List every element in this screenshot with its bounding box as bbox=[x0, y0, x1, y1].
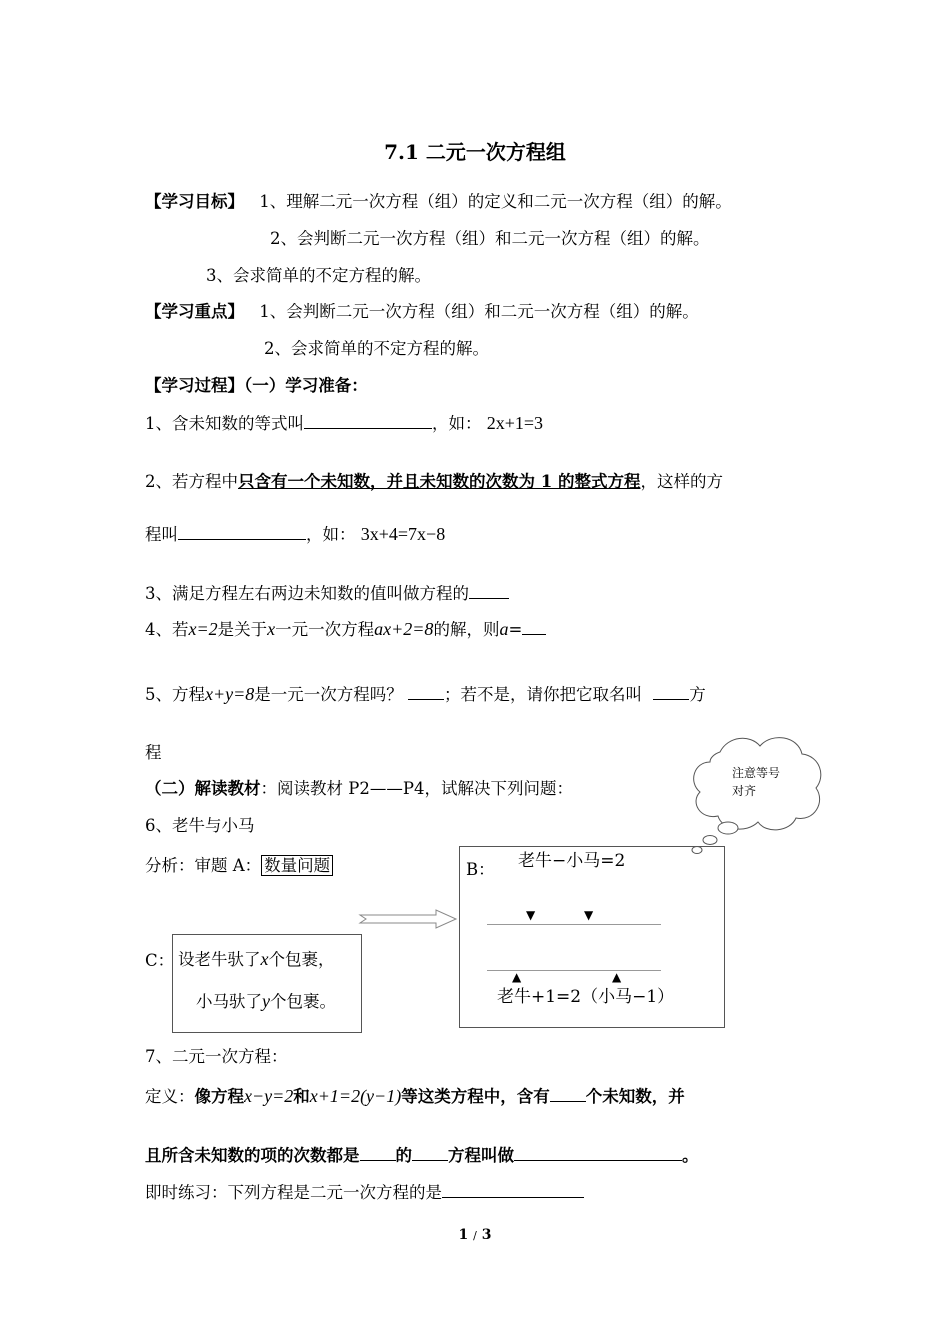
box-b-equation-2: 老牛+1=2（小马−1） bbox=[497, 987, 675, 1007]
answer-blank[interactable] bbox=[360, 1144, 396, 1161]
keypoint-item: 1、会判断二元一次方程（组）和二元一次方程（组）的解。 bbox=[259, 302, 699, 321]
box-b-equation-1: 老牛−小马=2 bbox=[518, 851, 626, 871]
question-5-line-1: 5、方程x+y=8是一元一次方程吗？ ；若不是，请你把它取名叫 方 bbox=[145, 684, 706, 704]
box-a: 数量问题 bbox=[261, 855, 333, 876]
arrow-down-icon: ▼ bbox=[584, 908, 594, 922]
definition-line-1: 定义：像方程x−y=2和x+1=2(y−1)等这类方程中，含有 个未知数，并 bbox=[145, 1086, 685, 1106]
analysis-line: 分析：审题 A： 数量问题 bbox=[145, 852, 333, 876]
question-7-title: 7、二元一次方程： bbox=[145, 1047, 288, 1066]
box-b-label: B： bbox=[466, 860, 495, 879]
page-title: 7.1 二元一次方程组 bbox=[384, 140, 566, 164]
box-c-label: C： bbox=[145, 951, 175, 970]
cloud-text-2: 对齐 bbox=[732, 784, 757, 798]
answer-blank[interactable] bbox=[304, 412, 432, 429]
definition-line-2: 且所含未知数的项的次数都是 的 方程叫做 。 bbox=[145, 1146, 699, 1165]
cloud-text-1: 注意等号 bbox=[732, 766, 781, 780]
question-2-line-2: 程叫 ，如： 3x+4=7x−8 bbox=[145, 524, 446, 544]
objective-item: 1、理解二元一次方程（组）的定义和二元一次方程（组）的解。 bbox=[259, 192, 732, 211]
equation: 2x+1=3 bbox=[486, 413, 544, 433]
answer-blank[interactable] bbox=[442, 1181, 584, 1198]
answer-blank[interactable] bbox=[412, 1144, 448, 1161]
answer-blank[interactable] bbox=[408, 683, 444, 700]
question-6-title: 6、老牛与小马 bbox=[145, 816, 255, 835]
equation: 3x+4=7x−8 bbox=[360, 524, 446, 544]
arrow-up-icon: ▲ bbox=[612, 970, 622, 984]
box-c-line-1: 设老牛驮了x个包裹， bbox=[178, 949, 335, 969]
answer-blank[interactable] bbox=[469, 582, 509, 599]
objective-item: 2、会判断二元一次方程（组）和二元一次方程（组）的解。 bbox=[270, 229, 710, 248]
keypoints-row-1 bbox=[145, 298, 699, 322]
question-1: 1、含未知数的等式叫 ，如： 2x+1=3 bbox=[145, 413, 544, 433]
keypoints-label: 【学习重点】 bbox=[145, 302, 244, 321]
divider bbox=[487, 924, 661, 925]
equation: x+1=2(y−1) bbox=[309, 1086, 402, 1106]
answer-blank[interactable] bbox=[178, 523, 306, 540]
arrow-up-icon: ▲ bbox=[512, 970, 522, 984]
answer-blank[interactable] bbox=[514, 1144, 682, 1161]
objectives-row-1 bbox=[145, 188, 732, 212]
equation: x+y=8 bbox=[205, 684, 255, 704]
question-2-line-1: 2、若方程中只含有一个未知数，并且未知数的次数为 1 的整式方程，这样的方 bbox=[145, 472, 723, 491]
keypoint-item: 2、会求简单的不定方程的解。 bbox=[264, 339, 489, 358]
box-c-line-2: 小马驮了y个包裹。 bbox=[196, 991, 336, 1011]
practice-line: 即时练习：下列方程是二元一次方程的是 bbox=[145, 1179, 584, 1203]
hollow-arrow-icon bbox=[358, 908, 460, 930]
answer-blank[interactable] bbox=[550, 1085, 586, 1102]
objective-item: 3、会求简单的不定方程的解。 bbox=[206, 266, 431, 285]
equation: x−y=2 bbox=[244, 1086, 294, 1106]
cloud-callout bbox=[680, 730, 830, 860]
question-4: 4、若x=2是关于x一元一次方程ax+2=8的解，则a= bbox=[145, 616, 546, 640]
equation: x=2 bbox=[188, 619, 218, 639]
objectives-label: 【学习目标】 bbox=[145, 192, 244, 211]
answer-blank[interactable] bbox=[522, 618, 546, 635]
answer-blank[interactable] bbox=[653, 683, 689, 700]
process-label: 【学习过程】（一）学习准备： bbox=[145, 376, 368, 395]
question-5-line-2: 程 bbox=[145, 743, 162, 762]
page-number: 1 / 3 bbox=[458, 1227, 492, 1243]
question-3: 3、满足方程左右两边未知数的值叫做方程的 bbox=[145, 580, 509, 604]
section-2-heading: （二）解读教材：阅读教材 P2——P4，试解决下列问题： bbox=[145, 779, 573, 798]
arrow-down-icon: ▼ bbox=[526, 908, 536, 922]
equation: ax+2=8 bbox=[374, 619, 434, 639]
emphasis-definition: 只含有一个未知数，并且未知数的次数为 1 的整式方程 bbox=[238, 472, 641, 491]
